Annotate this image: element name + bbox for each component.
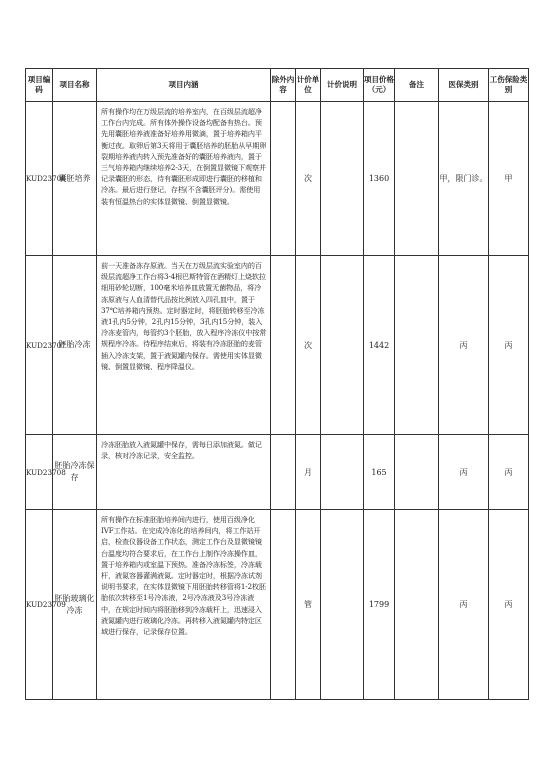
item-exclude — [271, 435, 296, 510]
table-row — [26, 510, 529, 700]
item-price: 165 — [364, 435, 395, 510]
header-row — [26, 69, 529, 102]
item-price: 1442 — [364, 256, 395, 435]
table-row — [26, 435, 529, 510]
item-unit: 次 — [296, 256, 321, 435]
item-code: KUD23706 — [26, 102, 53, 256]
item-injury: 丙 — [489, 256, 529, 435]
item-code: KUD23709 — [26, 510, 53, 700]
item-code: KUD23707 — [26, 256, 53, 435]
item-insurance: 丙 — [439, 256, 489, 435]
item-unit: 月 — [296, 435, 321, 510]
item-desc — [321, 435, 364, 510]
header-insurance: 医保类别 — [439, 69, 489, 102]
item-name: 胚胎冷冻保存 — [53, 435, 97, 510]
item-content: 所有操作在标准胚胎培养间内进行，使用百级净化IVF工作站。在完成冷冻化的培养间内，将工作站开启，检查仪器设备工作状态，测定工作台及显微镜镜台温度均符合要求后，在工作台上制作冷冻操作皿，置于培养箱内或室温下预热。准备冷冻标签，冷冻载杆，液氮容器灌满液氮。定时器定时，根据冷冻试剂说明书要求，在实体显微镜下用胚胎转移管将1-2枚胚胎依次转移至1号冷冻液，2号冷冻液及3号冷冻液中，在规定时间内将胚胎移到冷冻载杆上，迅速浸入液氮罐内进行玻璃化冷冻。再转移入液氮罐内特定区域进行保存，记录保存位置。 — [97, 510, 271, 700]
item-exclude — [271, 102, 296, 256]
item-exclude — [271, 510, 296, 700]
item-desc — [321, 102, 364, 256]
fee-table — [25, 68, 529, 700]
item-exclude — [271, 256, 296, 435]
item-injury: 甲 — [489, 102, 529, 256]
header-injury: 工伤保险类别 — [489, 69, 529, 102]
item-code: KUD23708 — [26, 435, 53, 510]
item-price: 1360 — [364, 102, 395, 256]
item-insurance: 甲，限门诊。 — [439, 102, 489, 256]
item-insurance: 丙 — [439, 510, 489, 700]
item-note — [395, 256, 439, 435]
item-injury: 丙 — [489, 435, 529, 510]
header-desc: 计价说明 — [321, 69, 364, 102]
item-name: 囊胚培养 — [53, 102, 97, 256]
item-content: 所有操作均在万级层流的培养室内，在百级层流超净工作台内完成。所有体外操作设备均配备有热台。预先用囊胚培养液准备好培养用微滴，置于培养箱内平衡过夜。取卵后第3天将用于囊胚培养的胚胎从早期卵裂期培养液内转入预先准备好的囊胚培养液内，置于三气培养箱内继续培养2-3天，在倒置显微镜下观察并记录囊胚的形态，待有囊胚形成即进行囊胚的移植和冷冻。最后进行登记，存档(不含囊胚评分)。需使用装有恒温热台的实体显微镜、倒置显微镜。 — [97, 102, 271, 256]
table-row — [26, 102, 529, 256]
item-unit: 次 — [296, 102, 321, 256]
item-name: 胚胎玻璃化冷冻 — [53, 510, 97, 700]
item-name: 胚胎冷冻 — [53, 256, 97, 435]
header-name: 项目名称 — [53, 69, 97, 102]
item-price: 1799 — [364, 510, 395, 700]
item-desc — [321, 256, 364, 435]
item-note — [395, 510, 439, 700]
header-exclude: 除外内容 — [271, 69, 296, 102]
item-injury: 丙 — [489, 510, 529, 700]
item-note — [395, 102, 439, 256]
item-desc — [321, 510, 364, 700]
table-row — [26, 256, 529, 435]
item-note — [395, 435, 439, 510]
header-content: 项目内涵 — [97, 69, 271, 102]
item-content: 前一天准备冻存原液。当天在万级层流实验室内的百级层流超净工作台将3-4根巴斯特管在酒精灯上烧软拉细用砂轮切断，100毫米培养皿放置无菌物品，将冷冻原液与人血清替代品按比例放入四孔皿中，置于37℃培养箱内预热。定时器定时，将胚胎转移至冷冻液1孔内5分钟，2孔内15分钟，3孔内15分钟，装入冷冻麦管内，每管约3个胚胎，放入程序冷冻仪中按常规程序冷冻。待程序结束后，将装有冷冻胚胎的麦管插入冷冻支架，置于液氮罐内保存。需使用实体显微镜、倒置显微镜、程序降温仪。 — [97, 256, 271, 435]
header-note: 备注 — [395, 69, 439, 102]
header-unit: 计价单位 — [296, 69, 321, 102]
item-content: 冷冻胚胎放入液氮罐中保存，需每日添加液氮。做记录，核对冷冻记录，安全监控。 — [97, 435, 271, 510]
header-price: 项目价格（元） — [364, 69, 395, 102]
item-unit: 管 — [296, 510, 321, 700]
header-code: 项目编码 — [26, 69, 53, 102]
item-insurance: 丙 — [439, 435, 489, 510]
